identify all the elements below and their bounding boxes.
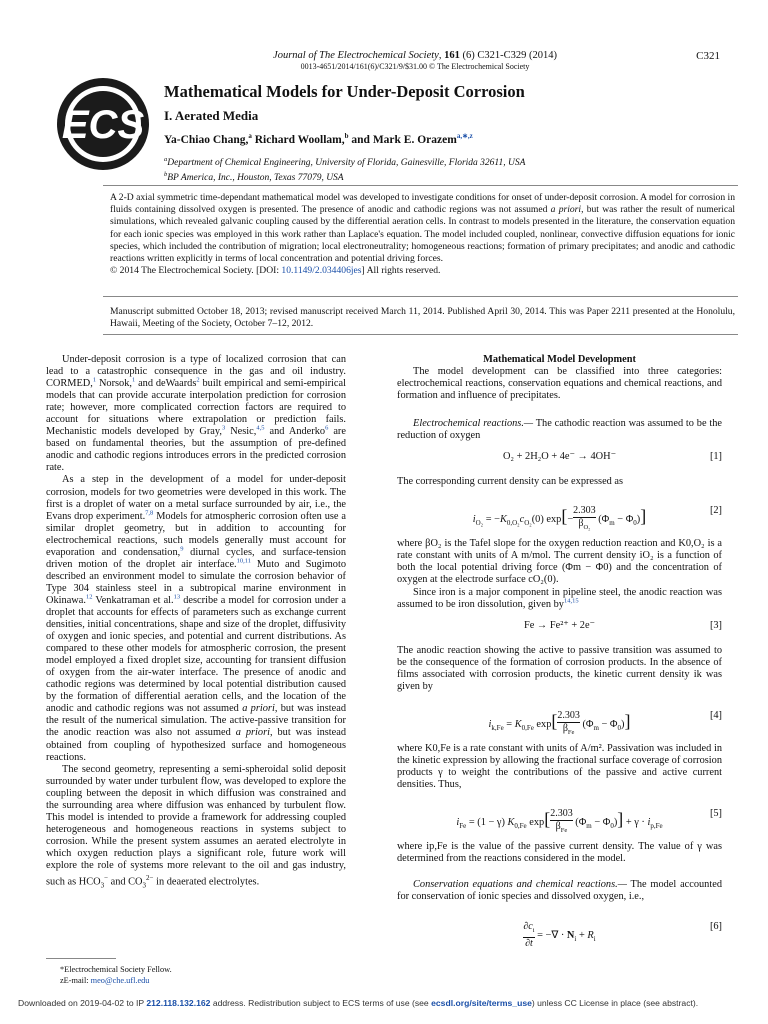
- footnotes: [60, 964, 172, 986]
- author-name: and Mark E. Orazem: [351, 133, 457, 146]
- manuscript-rule: [103, 334, 738, 335]
- author-list: Ya-Chiao Chang,$^a$ Richard Woollam,$^b$ and Mark E. Orazem$^{a,∗,z}$: [164, 132, 473, 146]
- manuscript-note: Manuscript submitted October 18, 2013; revised manuscript received March 11, 2014. Published April 30, 2014. This was Paper 2211 presented at the Honolulu, Hawaii, Meeting of the Society, October 7–12, 2012.: [110, 306, 735, 330]
- paragraph: Conservation equations and chemical reactions.— The model accounted for conservation of ionic species and dissolved oxygen, i.e.,: [397, 879, 722, 903]
- affiliations: [164, 154, 525, 184]
- left-column: [46, 354, 346, 892]
- download-footer: Downloaded on 2019-04-02 to IP 212.118.132.162 address. Redistribution subject to ECS terms of use (see ecsdl.org/site/terms_use) unless CC License in place (see abstract).: [18, 998, 699, 1008]
- paragraph: where βO₂ is the Tafel slope for the oxygen reduction reaction and K0,O₂ is a rate constant with units of A m/mol. The current density iO₂ is a function of both the local potential driving force (Φm − Φ0) and the concentration of oxygen at the electrode surface cO₂(0).: [397, 538, 722, 586]
- footnote-rule: [46, 958, 116, 959]
- paragraph: where K0,Fe is a rate constant with units of A/m². Passivation was included in the kinetic expression by allowing the fractional surface coverage of corrosion products γ to weight the contributions of the passive and active current densities. Thus,: [397, 742, 722, 790]
- abstract-top-rule: [103, 185, 738, 186]
- ip-link[interactable]: 212.118.132.162: [146, 998, 211, 1008]
- equation-6: $\frac{\partial c_i}{\partial t}$ = −∇ · $N_i + R_i$ [6]: [523, 921, 722, 950]
- author-name: Richard Woollam,: [254, 133, 345, 146]
- paragraph: The model development can be classified into three categories: electrochemical reactions, conservation equations and chemical reactions, and formation and influence of precipitates.: [397, 366, 722, 402]
- paragraph: Since iron is a major component in pipeline steel, the anodic reaction was assumed to be iron dissolution, given by$^{14,15}$: [397, 586, 722, 610]
- abstract: A 2-D axial symmetric time-dependant mathematical model was developed to investigate conditions for onset of under-deposit corrosion. A model for corrosion in fluids containing dissolved oxygen is presented. The presence of anodic and cathodic regions was not assumed a priori, but was rather the result of numerical simulations, which revealed galvanic coupling caused by the differential aeration cells. In contrast to models presented in the literature, the conservation equation for each ionic species was employed in this work rather than Laplace's equation. The model included coupled, nonlinear, convective diffusion equations for ionic species, which included the contribution of migration; local electroneutrality; homogeneous reactions; formation of primary precipitates; and anodic and cathodic reactions written explicitly in terms of local concentration and potential driving forces. © 2014 The Electrochemical Society. [DOI: 10.1149/2.034406jes] All rights reserved.: [110, 192, 735, 277]
- equation-1: O₂ + 2H₂O + 4e⁻ → 4OH⁻ [1]: [502, 451, 722, 463]
- doi-link[interactable]: 10.1149/2.034406jes: [281, 265, 362, 277]
- paragraph: The second geometry, representing a semi-spheroidal solid deposit surrounded by water under turbulent flow, was developed to explore the coupling between the deposit in which diffusion was constrained and the surrounding area where diffusion was enhanced by turbulent flow. This model is intended to provide a framework for addressing coupled heterogeneous and homogeneous reactions in systems subject to corrosion. While the present system assumes an aerated electrolyte in which oxygen reduction plays a significant role, future work will explore the role of systems more relevant to the oil and gas industry, such as $HCO_3^-$ and $CO_3^{2-}$ in deaerated electrolytes.: [46, 763, 346, 890]
- paragraph: As a step in the development of a model for under-deposit corrosion, models for two geometries were developed in this work. The first is a droplet of water on a metal surface surrounded by air, i.e., the Evans drop experiment.$^{7,8}$ Models for atmospheric corrosion often use a similar droplet geometry, but in addition to accounting for electrochemical reactions, such models generally must account for evaporation and condensation,$^9$ diurnal cycles, and surface-tension driven motion of the droplet air interface.$^{10,11}$ Muto and Sugimoto described an environment model to simulate the corrosion behavior of Type 304 stainless steel in a subtropical marine environment in Okinawa.$^{12}$ Venkatraman et al.$^{13}$ describe a model for corrosion under a droplet that accounts for effects of parameters such as exchange current densities, initial concentrations, shape and size of the droplet, diffusivity of oxygen and ionic species, and potential and current distributions. As compared to these other models for atmospheric corrosion, the present model employed a fixed droplet size, accounting for transient diffusion of oxygen from the air-water interface. The presence of anodic and cathodic regions was determined by local potential distribution caused by the formation of differential aeration cells, and the location of the anodic and cathodic regions was not assumed a priori, but was instead the result of the numerical simulation. The active-passive transition for the anodic reaction was also not assumed a priori, but was instead obtained from coupling of hypothesized surface and homogeneous reactions.: [46, 474, 347, 763]
- journal-header: [225, 50, 605, 72]
- logo-lettering: ECS: [61, 103, 145, 147]
- affiliation: $^a$Department of Chemical Engineering, University of Florida, Gainesville, Florida 32611, USA: [164, 156, 526, 169]
- equation-2: $i_{O_2} = -K_{0,O_2}c_{O_2}(0)$ exp[− $\frac{2.303}{\beta_{O_2}}$ $(\Phi_m - \Phi_0)$] [2]: [472, 505, 722, 532]
- paragraph: The anodic reaction showing the active to passive transition was assumed to be the consequence of the formation of corrosion products. In the absence of films associated with corrosion products, the kinetic current density ik was given by: [397, 644, 722, 692]
- right-column: [397, 354, 722, 958]
- abstract-bottom-rule: [103, 296, 738, 297]
- paragraph: where ip,Fe is the value of the passive current density. The value of γ was determined from the reactions considered in the model.: [397, 840, 722, 865]
- affiliation: $^b$BP America, Inc., Houston, Texas 77079, USA: [164, 171, 344, 184]
- section-heading: Mathematical Model Development: [483, 354, 636, 365]
- footnote-fellow: *Electrochemical Society Fellow.: [60, 965, 172, 974]
- article-title: Mathematical Models for Under-Deposit Corrosion: [164, 82, 525, 101]
- paragraph: Under-deposit corrosion is a type of localized corrosion that can lead to a catastrophic consequence in the gas and oil industry. CORMED,$^1$ Norsok,$^1$ and deWaards$^2$ built empirical and semi-empirical models that can provide accurate interpolation prediction for corrosion rate; however, more complicated correction factors are required to account for situations where extrapolation or prediction fails. Mechanistic models developed by Gray,$^3$ Nesic,$^{4,5}$ and Anderko$^6$ are based on fundamental theories, but the assumption of pre-defined anodic and cathodic regions introduces errors in the predicted corrosion rate.: [46, 354, 346, 474]
- terms-link[interactable]: ecsdl.org/site/terms_use: [431, 998, 532, 1008]
- paragraph: The corresponding current density can be expressed as: [397, 476, 624, 488]
- equation-4: $i_{k,Fe} = K_{0,Fe}$ exp[ 2.303 $\beta_{Fe}$ $(\Phi_m - \Phi_0)$] [4]: [488, 709, 722, 736]
- article-subtitle: I. Aerated Media: [164, 108, 259, 123]
- issn-line: 0013-4651/2014/161(6)/C321/9/$31.00 © The Electrochemical Society: [300, 62, 530, 71]
- email-link[interactable]: meo@che.ufl.edu: [90, 976, 150, 985]
- paragraph: Electrochemical reactions.— The cathodic reaction was assumed to be the reduction of oxygen: [397, 418, 722, 442]
- journal-citation: Journal of The Electrochemical Society, 161 (6) C321-C329 (2014): [273, 50, 557, 61]
- footnote-email: zE-mail: meo@che.ufl.edu: [60, 976, 150, 985]
- author-name: Ya-Chiao Chang,: [164, 133, 249, 146]
- ecs-logo: [48, 76, 158, 172]
- equation-3: Fe → Fe²⁺ + 2e⁻ [3]: [524, 619, 722, 631]
- page-number: C321: [696, 50, 720, 62]
- equation-5: $i_{Fe} = (1 - \gamma)$ $K_{0,Fe}$ exp[ 2.303 $\beta_{Fe}$ $(\Phi_m - \Phi_0)] + \gamma \cdot i_{p,Fe}$ [5]: [456, 807, 722, 835]
